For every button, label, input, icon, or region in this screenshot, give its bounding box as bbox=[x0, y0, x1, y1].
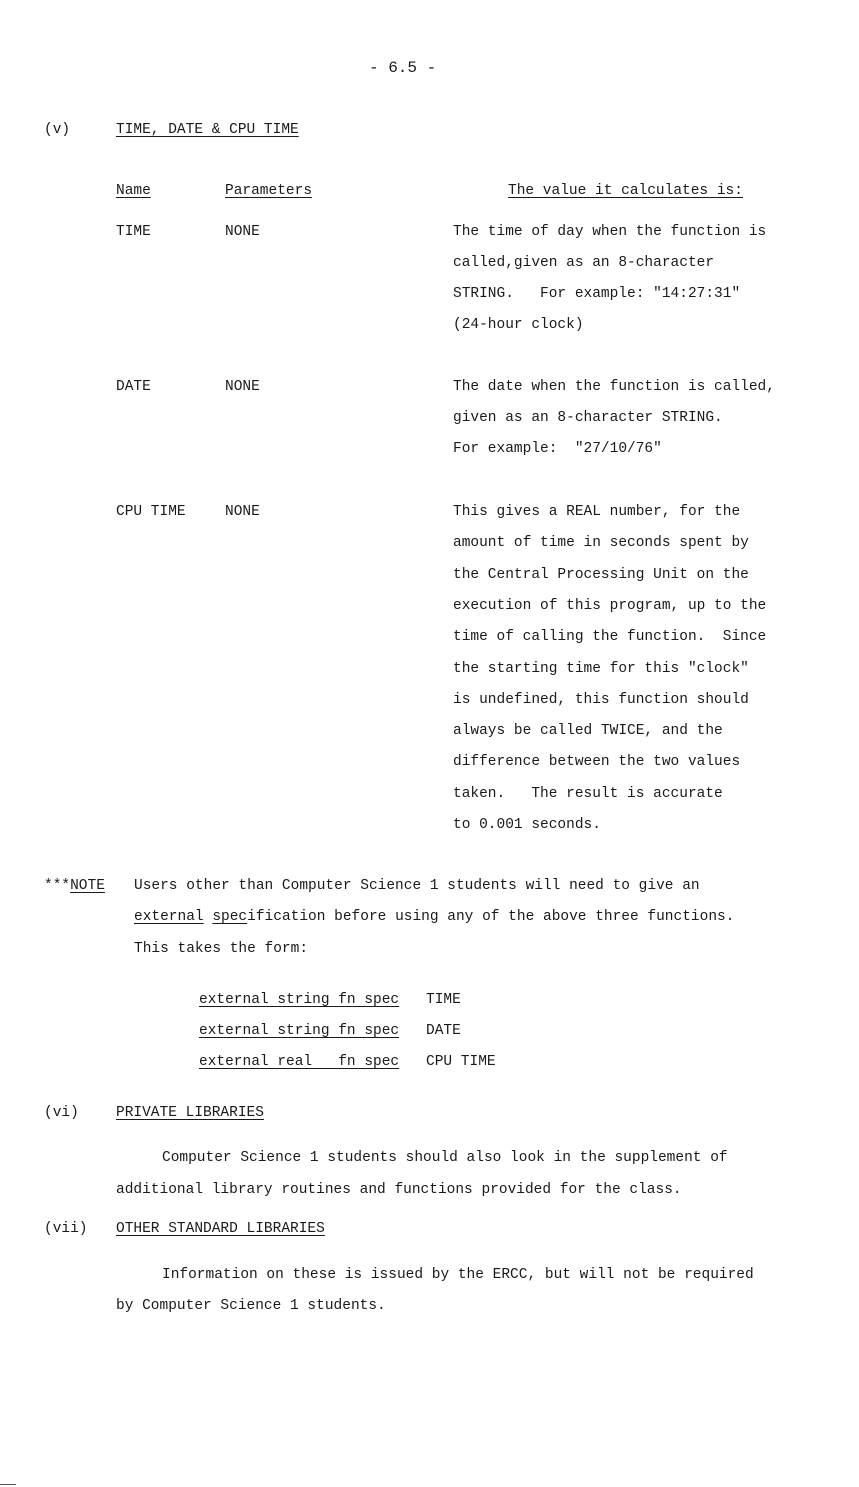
entry-cputime-desc-line: execution of this program, up to the bbox=[453, 598, 767, 614]
col-header-name: Name bbox=[116, 183, 151, 199]
entry-cputime-desc-line: amount of time in seconds spent by bbox=[453, 535, 749, 551]
section-vii-text: Information on these is issued by the ERCC, but will not be required bbox=[162, 1267, 754, 1283]
entry-time-params: NONE bbox=[225, 224, 260, 240]
note-line: This takes the form: bbox=[134, 941, 309, 957]
entry-date-params: NONE bbox=[225, 379, 260, 395]
note-label-text: NOTE bbox=[70, 878, 105, 894]
note-spec-word: spec bbox=[212, 909, 248, 925]
entry-cputime-desc-line: This gives a REAL number, for the bbox=[453, 504, 741, 520]
note-asterisks: *** bbox=[44, 878, 71, 894]
entry-time-desc-line: STRING. For example: "14:27:31" bbox=[453, 286, 741, 302]
entry-cputime-desc-line: taken. The result is accurate bbox=[453, 786, 723, 802]
section-vii-number: (vii) bbox=[44, 1221, 88, 1237]
spec-declaration: external real fn spec bbox=[199, 1054, 400, 1070]
spec-function-name: TIME bbox=[426, 992, 461, 1008]
entry-time-desc-line: called,given as an 8-character bbox=[453, 255, 715, 271]
spec-declaration: external string fn spec bbox=[199, 1023, 400, 1039]
section-vi-text: additional library routines and functions provided for the class. bbox=[116, 1182, 682, 1198]
entry-cputime-desc-line: is undefined, this function should bbox=[453, 692, 749, 708]
entry-cputime-desc-line: difference between the two values bbox=[453, 754, 741, 770]
spec-function-name: DATE bbox=[426, 1023, 461, 1039]
page-number: - 6.5 - bbox=[369, 59, 437, 77]
section-v-heading: TIME, DATE & CPU TIME bbox=[116, 122, 299, 138]
spec-declaration: external string fn spec bbox=[199, 992, 400, 1008]
entry-date-desc-line: For example: "27/10/76" bbox=[453, 441, 662, 457]
col-header-value: The value it calculates is: bbox=[508, 183, 743, 199]
entry-cputime-desc-line: always be called TWICE, and the bbox=[453, 723, 723, 739]
entry-cputime-params: NONE bbox=[225, 504, 260, 520]
note-label bbox=[44, 879, 105, 894]
note-external-word: external bbox=[134, 909, 204, 925]
entry-cputime-desc-line: time of calling the function. Since bbox=[453, 629, 767, 645]
note-line: Users other than Computer Science 1 students will need to give an bbox=[134, 878, 700, 894]
section-vi-number: (vi) bbox=[44, 1105, 79, 1121]
entry-cputime-name: CPU TIME bbox=[116, 504, 186, 520]
entry-time-name: TIME bbox=[116, 224, 151, 240]
entry-cputime-desc-line: to 0.001 seconds. bbox=[453, 817, 601, 833]
entry-time-desc-line: (24-hour clock) bbox=[453, 317, 584, 333]
entry-date-desc-line: The date when the function is called, bbox=[453, 379, 775, 395]
entry-cputime-desc-line: the starting time for this "clock" bbox=[453, 661, 749, 677]
note-line bbox=[134, 910, 734, 925]
entry-time-desc-line: The time of day when the function is bbox=[453, 224, 767, 240]
spec-function-name: CPU TIME bbox=[426, 1054, 496, 1070]
section-vi-heading: PRIVATE LIBRARIES bbox=[116, 1105, 264, 1121]
section-v-number: (v) bbox=[44, 122, 71, 138]
section-vi-text: Computer Science 1 students should also look in the supplement of bbox=[162, 1150, 728, 1166]
entry-date-desc-line: given as an 8-character STRING. bbox=[453, 410, 723, 426]
col-header-parameters: Parameters bbox=[225, 183, 313, 199]
note-line-rest: ification before using any of the above three functions. bbox=[247, 909, 735, 925]
section-vii-text: by Computer Science 1 students. bbox=[116, 1298, 386, 1314]
entry-cputime-desc-line: the Central Processing Unit on the bbox=[453, 567, 749, 583]
section-vii-heading: OTHER STANDARD LIBRARIES bbox=[116, 1221, 325, 1237]
page-edge-mark bbox=[0, 1484, 16, 1485]
entry-date-name: DATE bbox=[116, 379, 151, 395]
